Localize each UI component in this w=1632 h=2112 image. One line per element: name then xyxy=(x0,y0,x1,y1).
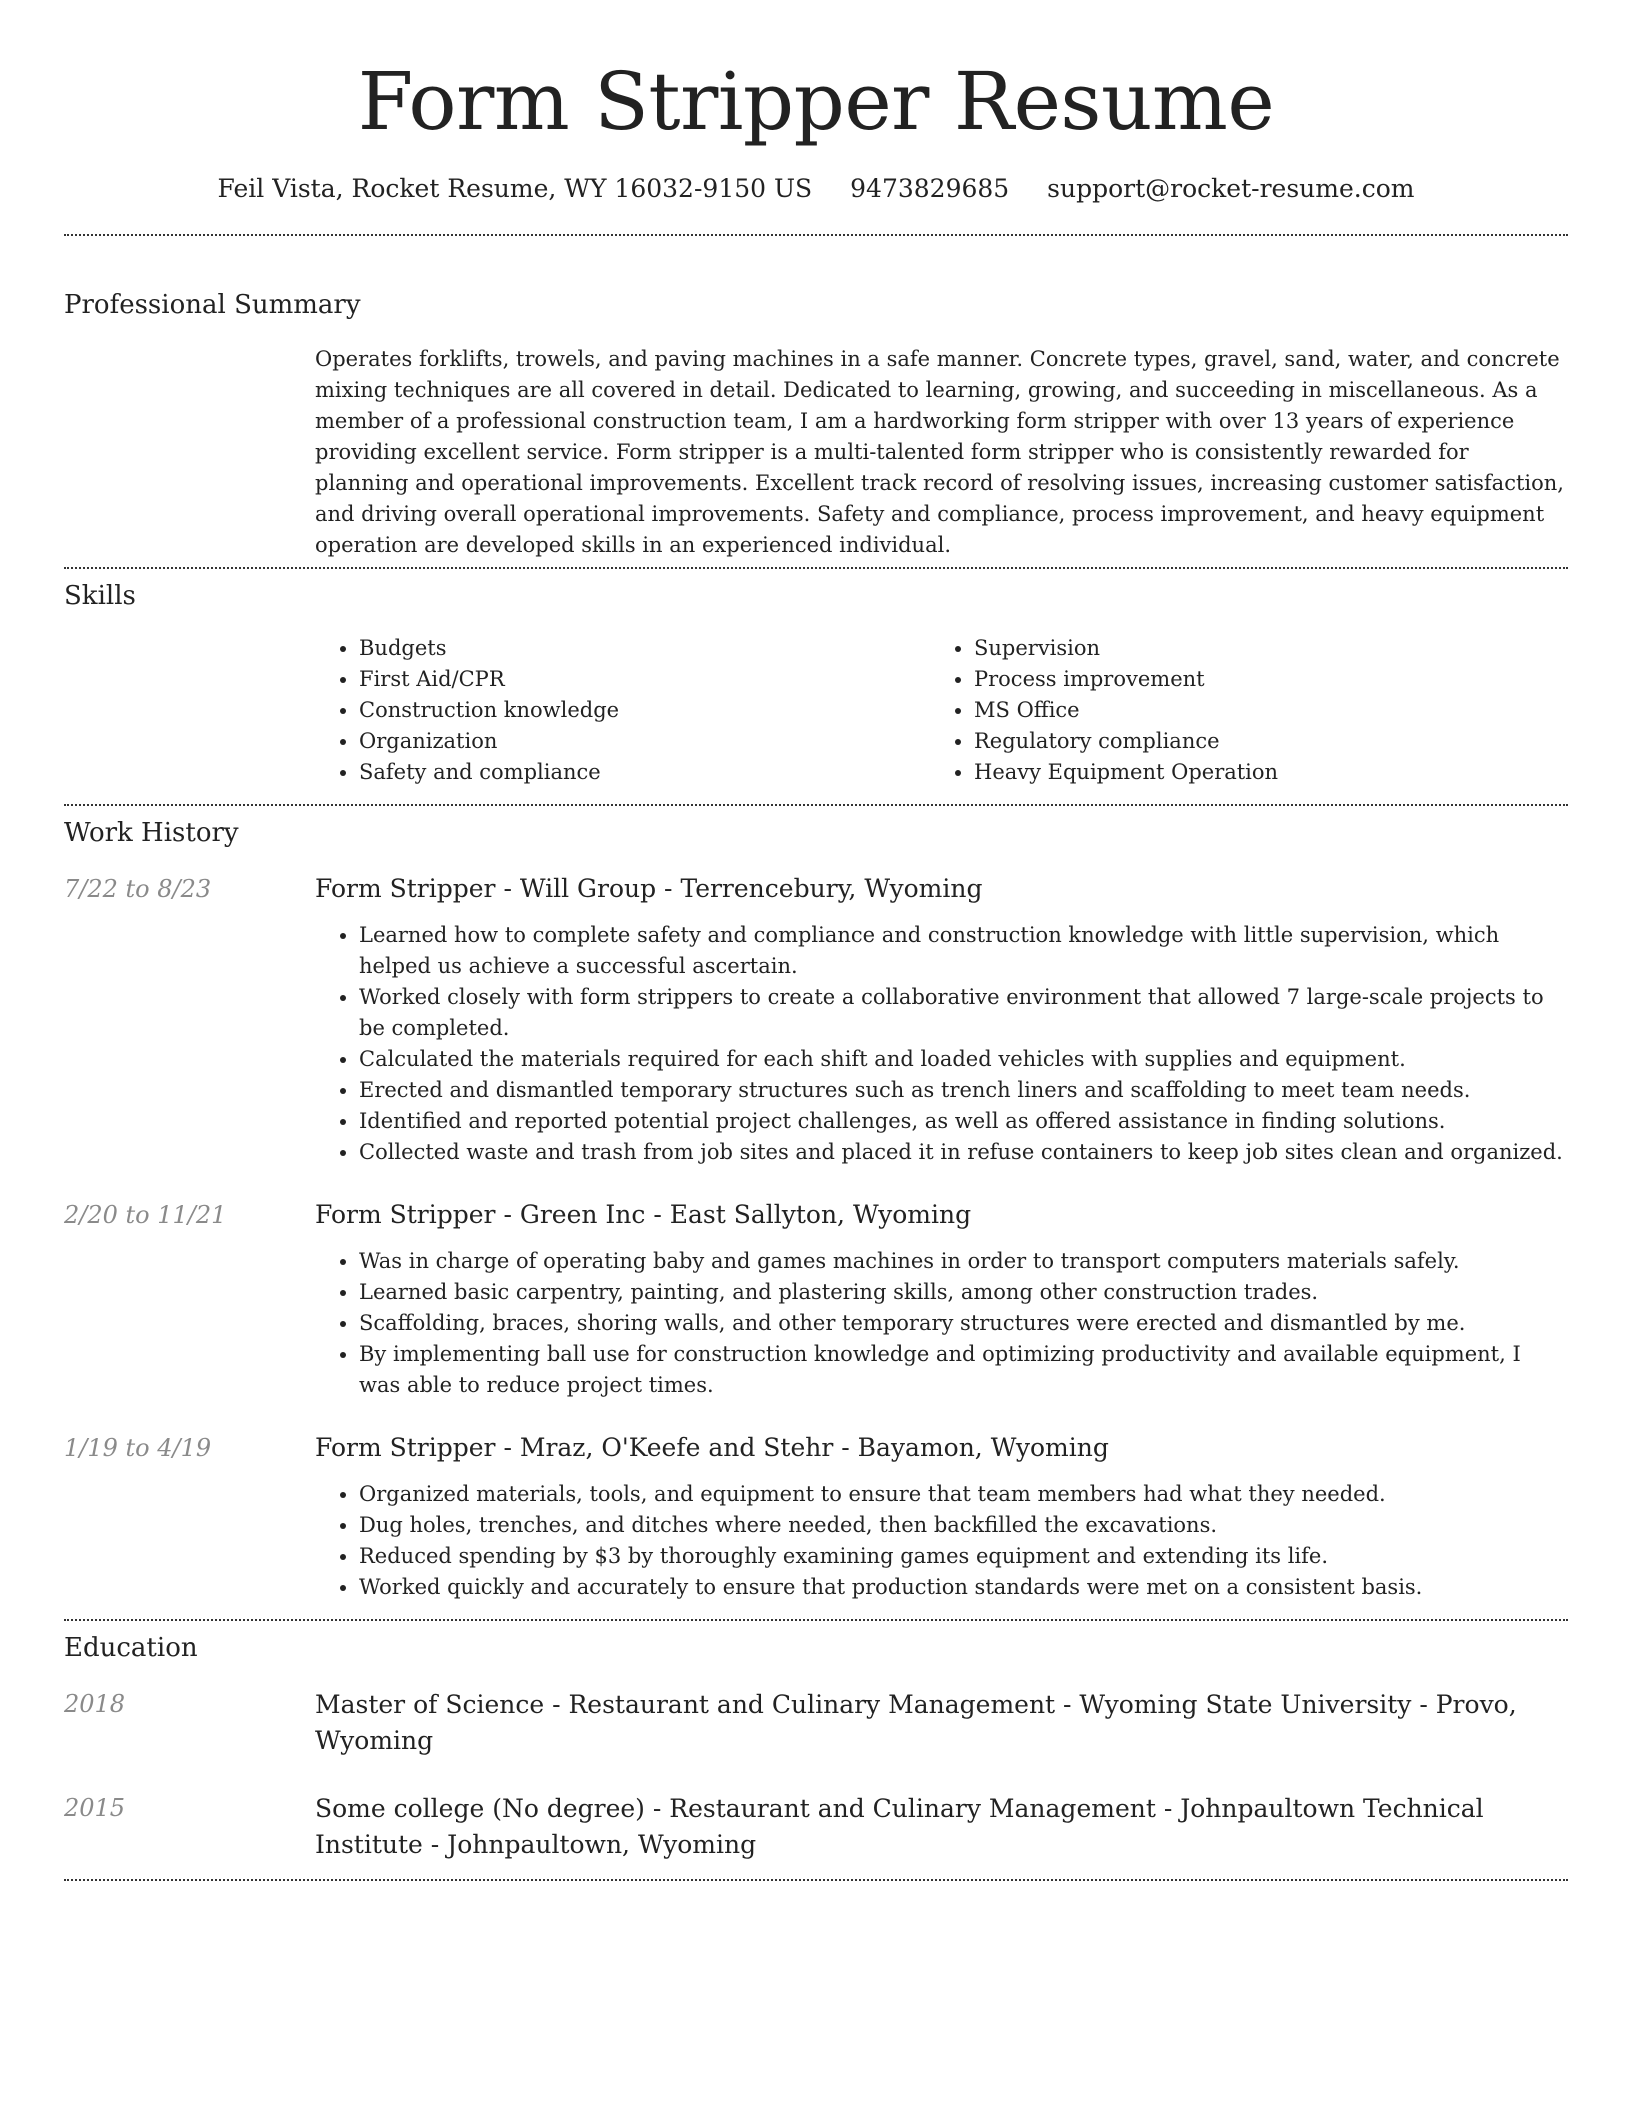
section-title-work-history: Work History xyxy=(64,818,239,848)
section-title-education: Education xyxy=(64,1633,198,1663)
resume-page xyxy=(64,0,1568,1881)
skill-item: • Heavy Equipment Operation xyxy=(974,757,1545,788)
contact-email: support@rocket-resume.com xyxy=(1047,174,1415,203)
skills-list-right xyxy=(930,633,1545,788)
job-bullet: • Identified and reported potential project challenges, as well as offered assistance in finding solutions. xyxy=(359,1106,1568,1137)
job-bullet: • Organized materials, tools, and equipment to ensure that team members had what they needed. xyxy=(359,1479,1568,1510)
job-dates: 2/20 to 11/21 xyxy=(64,1201,227,1229)
job-bullet: • Collected waste and trash from job sites and placed it in refuse containers to keep job sites clean and organized. xyxy=(359,1137,1568,1168)
job-entry xyxy=(64,872,1568,1168)
contact-address: Feil Vista, Rocket Resume, WY 16032-9150 US xyxy=(217,174,813,203)
skill-item: • Organization xyxy=(359,726,930,757)
education-entry xyxy=(64,1791,1568,1863)
section-title-summary: Professional Summary xyxy=(64,290,361,320)
section-divider xyxy=(64,234,1568,236)
job-title: Form Stripper - Will Group - Terrencebury, Wyoming xyxy=(315,874,983,903)
summary-section xyxy=(64,288,1568,561)
job-bullet: • Scaffolding, braces, shoring walls, and other temporary structures were erected and dismantled by me. xyxy=(359,1308,1568,1339)
section-divider xyxy=(64,567,1568,569)
skills-section xyxy=(64,579,1568,788)
job-bullet: • Reduced spending by $3 by thoroughly examining games equipment and extending its life. xyxy=(359,1541,1568,1572)
education-year: 2018 xyxy=(64,1690,126,1718)
skill-item: • First Aid/CPR xyxy=(359,664,930,695)
skill-item: • Safety and compliance xyxy=(359,757,930,788)
job-bullet: • Worked closely with form strippers to create a collaborative environment that allowed 7 large-scale projects to be completed. xyxy=(359,982,1568,1044)
job-bullet: • Calculated the materials required for each shift and loaded vehicles with supplies and equipment. xyxy=(359,1044,1568,1075)
job-bullet: • Worked quickly and accurately to ensure that production standards were met on a consistent basis. xyxy=(359,1572,1568,1603)
skill-item: • Regulatory compliance xyxy=(974,726,1545,757)
job-bullet: • Learned how to complete safety and compliance and construction knowledge with little supervision, which helped us achieve a successful ascertain. xyxy=(359,920,1568,982)
skill-item: • Process improvement xyxy=(974,664,1545,695)
job-entry xyxy=(64,1431,1568,1603)
job-bullets xyxy=(315,1479,1568,1603)
job-title: Form Stripper - Green Inc - East Sallyton, Wyoming xyxy=(315,1200,972,1229)
job-header xyxy=(64,872,1568,906)
skills-list-left xyxy=(315,633,930,788)
job-bullet: • Dug holes, trenches, and ditches where needed, then backfilled the excavations. xyxy=(359,1510,1568,1541)
job-header xyxy=(64,1198,1568,1232)
resume-title: Form Stripper Resume xyxy=(357,55,1275,148)
job-bullet: • Learned basic carpentry, painting, and plastering skills, among other construction trades. xyxy=(359,1277,1568,1308)
summary-text: Operates forklifts, trowels, and paving machines in a safe manner. Concrete types, gravel, sand, water, and concrete mixing techniques are all covered in detail. Dedicated to learning, growing, and succeeding in miscellaneous. As a member of a professional construction team, I am a hardworking form stripper with over 13 years of experience providing excellent service. Form stripper is a multi-talented form stripper who is consistently rewarded for planning and operational improvements. Excellent track record of resolving issues, increasing customer satisfaction, and driving overall operational improvements. Safety and compliance, process improvement, and heavy equipment operation are developed skills in an experienced individual. xyxy=(315,347,1564,557)
education-degree: Master of Science - Restaurant and Culinary Management - Wyoming State University - Provo, Wyoming xyxy=(315,1690,1517,1755)
job-entry xyxy=(64,1198,1568,1401)
job-bullets xyxy=(315,1246,1568,1401)
section-divider xyxy=(64,1619,1568,1621)
contact-phone: 9473829685 xyxy=(850,174,1010,203)
job-header xyxy=(64,1431,1568,1465)
skill-item: • MS Office xyxy=(974,695,1545,726)
skill-item: • Budgets xyxy=(359,633,930,664)
contact-line xyxy=(64,172,1568,206)
section-divider xyxy=(64,804,1568,806)
education-degree: Some college (No degree) - Restaurant and Culinary Management - Johnpaultown Technical Institute - Johnpaultown, Wyoming xyxy=(315,1794,1484,1859)
job-bullet: • Erected and dismantled temporary structures such as trench liners and scaffolding to meet team needs. xyxy=(359,1075,1568,1106)
job-bullets xyxy=(315,920,1568,1168)
section-divider xyxy=(64,1879,1568,1881)
work-history-section xyxy=(64,816,1568,1603)
skill-item: • Supervision xyxy=(974,633,1545,664)
education-section xyxy=(64,1631,1568,1863)
education-year: 2015 xyxy=(64,1794,126,1822)
section-title-skills: Skills xyxy=(64,581,136,611)
job-bullet: • By implementing ball use for construction knowledge and optimizing productivity and available equipment, I was able to reduce project times. xyxy=(359,1339,1568,1401)
education-entry xyxy=(64,1687,1568,1759)
job-title: Form Stripper - Mraz, O'Keefe and Stehr - Bayamon, Wyoming xyxy=(315,1433,1109,1462)
job-dates: 1/19 to 4/19 xyxy=(64,1434,212,1462)
job-bullet: • Was in charge of operating baby and games machines in order to transport computers materials safely. xyxy=(359,1246,1568,1277)
skills-columns xyxy=(315,633,1568,788)
skill-item: • Construction knowledge xyxy=(359,695,930,726)
job-dates: 7/22 to 8/23 xyxy=(64,875,212,903)
